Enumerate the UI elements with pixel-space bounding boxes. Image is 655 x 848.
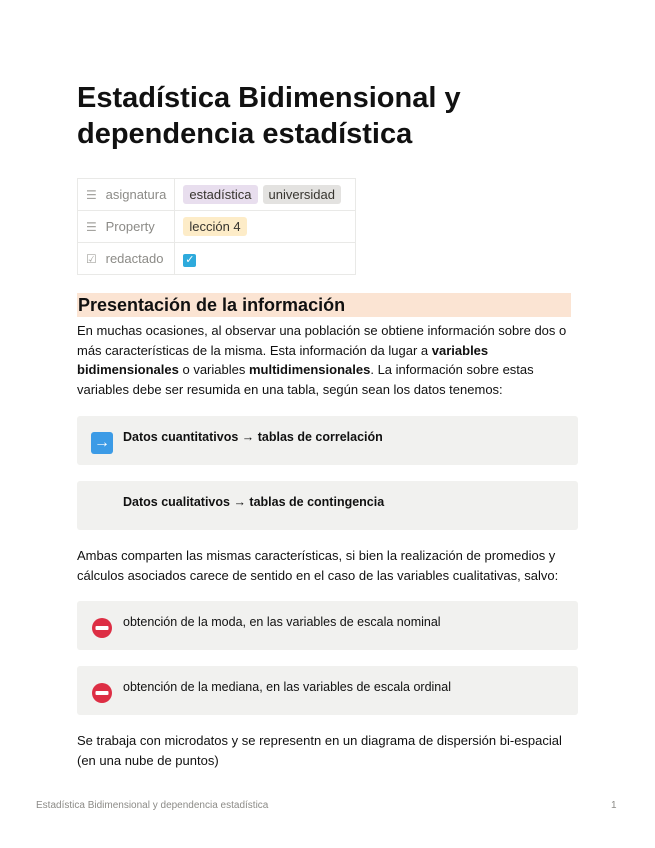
- property-value[interactable]: [175, 243, 356, 275]
- paragraph: Se trabaja con microdatos y se representn en un diagrama de dispersión bi-espacial (en una nube de puntos): [77, 733, 562, 768]
- list-icon: ☰: [86, 188, 97, 202]
- properties-table: [77, 178, 356, 275]
- callout: [77, 481, 578, 530]
- no-entry-icon: [91, 617, 113, 639]
- right-arrow-icon: →: [91, 432, 113, 454]
- intro-text: . La información sobre estas variables debe ser resumida en una tabla, según sean los datos tenemos:: [77, 362, 534, 397]
- callout-text: Datos cualitativos → tablas de contingencia: [123, 495, 385, 509]
- footer-title: Estadística Bidimensional y dependencia estadística: [36, 800, 269, 811]
- property-key[interactable]: [78, 179, 175, 211]
- property-value[interactable]: [175, 179, 356, 211]
- property-key[interactable]: [78, 211, 175, 243]
- intro-text: En muchas ocasiones, al observar una población se obtiene información sobre dos o más características de la misma. Esta información da lugar a: [77, 323, 567, 358]
- redactado-checkbox[interactable]: ✓: [185, 253, 195, 266]
- property-label: redactado: [105, 251, 164, 266]
- callout-text: obtención de la mediana, en las variables de escala ordinal: [123, 680, 451, 694]
- section-heading: Presentación de la información: [77, 293, 571, 317]
- no-entry-icon: [91, 682, 113, 704]
- intro-bold: variables bidimensionales: [77, 342, 489, 377]
- intro-text: o variables: [178, 362, 249, 377]
- tag[interactable]: universidad: [263, 185, 342, 204]
- property-label: asignatura: [105, 187, 167, 202]
- list-icon: ☰: [86, 220, 97, 234]
- property-row: [78, 211, 356, 243]
- tag[interactable]: estadística: [183, 185, 257, 204]
- page-title: Estadística Bidimensional y dependencia estadística: [77, 82, 461, 150]
- tag[interactable]: lección 4: [183, 217, 246, 236]
- property-value[interactable]: [175, 211, 356, 243]
- paragraph: Ambas comparten las mismas características, si bien la realización de promedios y cálculos asociados carece de sentido en el caso de las variables cualitativas, salvo:: [77, 548, 559, 583]
- callout: [77, 666, 578, 715]
- property-row: [78, 179, 356, 211]
- callout: [77, 601, 578, 650]
- callout-text: obtención de la moda, en las variables de escala nominal: [123, 615, 441, 629]
- callout: [77, 416, 578, 465]
- intro-paragraph: [77, 321, 571, 399]
- callout-text: Datos cuantitativos → tablas de correlación: [123, 430, 383, 444]
- property-row: [78, 243, 356, 275]
- property-label: Property: [105, 219, 155, 234]
- checkbox-icon: ☑: [86, 252, 97, 266]
- page-number: 1: [611, 800, 617, 811]
- property-key[interactable]: [78, 243, 175, 275]
- intro-bold: multidimensionales: [248, 362, 371, 377]
